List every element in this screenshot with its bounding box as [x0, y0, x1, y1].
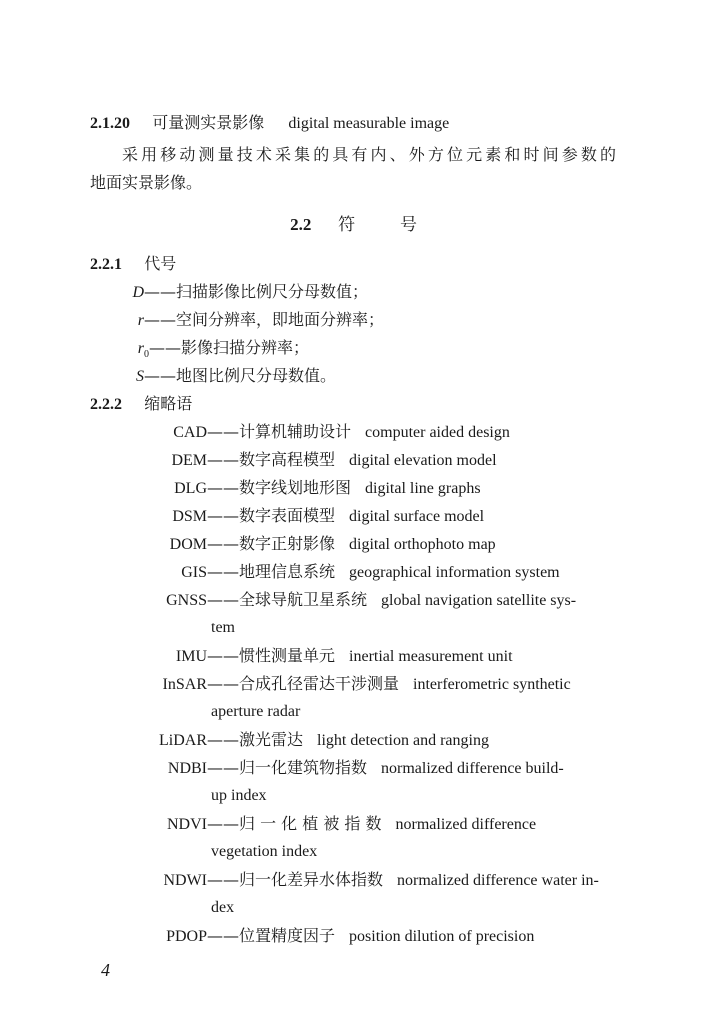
dash: ——	[207, 450, 239, 469]
term-zh: 地理信息系统	[239, 562, 336, 581]
term-en: normalized difference	[395, 816, 537, 833]
dash: ——	[149, 338, 181, 357]
symbol-item	[118, 365, 336, 388]
term-en-continuation: up index	[211, 787, 267, 804]
dash: ——	[207, 590, 239, 609]
term-zh: 惯性测量单元	[239, 646, 336, 665]
term-en: digital line graphs	[365, 480, 481, 497]
dash: ——	[207, 870, 239, 889]
symbol-subscript: 0	[144, 349, 149, 361]
abbreviation-item	[90, 421, 510, 444]
dash: ——	[207, 422, 239, 441]
term-zh: 合成孔径雷达干涉测量	[239, 674, 400, 693]
term-en: geographical information system	[349, 564, 560, 581]
term-en: light detection and ranging	[317, 732, 489, 749]
symbol-description: 空间分辨率，即地面分辨率；	[176, 310, 385, 329]
term-zh: 数字表面模型	[239, 506, 336, 525]
term-zh: 激光雷达	[239, 730, 304, 749]
term-zh: 归一化差异水体指数	[239, 870, 384, 889]
definition-text-1: 采用移动测量技术采集的具有内、外方位元素和时间参数的	[122, 145, 616, 164]
term-en-continuation: tem	[211, 619, 235, 636]
clause-number: 2.1.20	[90, 115, 130, 132]
term-zh: 归 一 化 植 被 指 数	[239, 814, 382, 833]
dash: ——	[207, 674, 239, 693]
term-zh: 位置精度因子	[239, 926, 336, 945]
abbreviation: CAD	[173, 424, 207, 441]
term-en: inertial measurement unit	[349, 648, 513, 665]
term-zh: 数字线划地形图	[239, 478, 352, 497]
definition-line-2: 地面实景影像。	[90, 173, 203, 192]
symbol-item	[118, 309, 384, 332]
symbol: r	[137, 340, 144, 357]
abbreviation: InSAR	[162, 676, 207, 693]
term-en: digital orthophoto map	[349, 536, 496, 553]
symbol-description: 地图比例尺分母数值。	[176, 366, 337, 385]
section-title-b: 号	[399, 215, 417, 235]
abbreviation: NDWI	[163, 872, 207, 889]
abbreviation-item	[90, 729, 489, 752]
definition-line-1	[122, 144, 616, 166]
abbreviation-item	[90, 505, 484, 528]
term-zh: 计算机辅助设计	[239, 422, 352, 441]
term-zh: 归一化建筑物指数	[239, 758, 368, 777]
abbreviation-item	[90, 449, 497, 472]
abbreviation-item	[90, 561, 560, 584]
term-en-continuation: dex	[211, 899, 235, 916]
section-title	[0, 210, 707, 235]
term-zh: 可量测实景影像	[152, 113, 265, 132]
dash: ——	[144, 282, 176, 301]
term-en: digital measurable image	[288, 115, 450, 132]
clause-title: 代号	[144, 254, 177, 273]
dash: ——	[207, 534, 239, 553]
abbreviation-item	[90, 477, 481, 500]
dash: ——	[207, 758, 239, 777]
term-zh: 全球导航卫星系统	[239, 590, 368, 609]
dash: ——	[207, 506, 239, 525]
abbreviation-item	[90, 925, 534, 948]
section-title-a: 符	[338, 215, 356, 235]
dash: ——	[207, 562, 239, 581]
symbol: S	[136, 368, 144, 385]
term-en-continuation: vegetation index	[211, 843, 318, 860]
symbol-description: 影像扫描分辨率；	[181, 338, 310, 357]
abbreviation-item	[90, 757, 564, 780]
clause-number: 2.2.2	[90, 396, 122, 413]
term-zh: 数字正射影像	[239, 534, 336, 553]
clause-number: 2.2.1	[90, 256, 122, 273]
abbreviation-item	[90, 533, 496, 556]
abbreviation-item	[90, 869, 599, 892]
dash: ——	[144, 366, 176, 385]
symbol-description: 扫描影像比例尺分母数值；	[176, 282, 369, 301]
abbreviation: IMU	[175, 648, 207, 665]
symbol: r	[137, 312, 144, 329]
dash: ——	[144, 310, 176, 329]
abbreviation: DEM	[171, 452, 207, 469]
abbreviation: DLG	[174, 480, 207, 497]
clause-title: 缩略语	[144, 394, 193, 413]
term-en: computer aided design	[365, 424, 510, 441]
term-en: position dilution of precision	[349, 928, 535, 945]
abbreviation-item	[90, 813, 536, 836]
abbreviation: PDOP	[166, 928, 207, 945]
term-en: normalized difference water in-	[397, 872, 599, 889]
dash: ——	[207, 478, 239, 497]
abbreviation: NDVI	[167, 816, 207, 833]
abbreviation: GNSS	[166, 592, 207, 609]
term-zh: 数字高程模型	[239, 450, 336, 469]
term-en: interferometric synthetic	[413, 676, 571, 693]
term-en: digital surface model	[349, 508, 485, 525]
dash: ——	[207, 814, 239, 833]
symbol-item	[118, 281, 368, 304]
abbreviation: LiDAR	[159, 732, 207, 749]
section-number: 2.2	[290, 215, 312, 234]
clause-2-1-20-heading	[90, 112, 449, 135]
page-number: 4	[101, 960, 110, 980]
abbreviation-item	[90, 589, 576, 612]
abbreviation: DOM	[169, 536, 207, 553]
abbreviation-item	[90, 645, 513, 668]
term-en: normalized difference build-	[381, 760, 564, 777]
abbreviation: NDBI	[167, 760, 207, 777]
term-en: digital elevation model	[349, 452, 497, 469]
dash: ——	[207, 646, 239, 665]
dash: ——	[207, 926, 239, 945]
abbreviation: DSM	[172, 508, 207, 525]
symbol-item	[118, 337, 309, 366]
term-en-continuation: aperture radar	[211, 703, 301, 720]
symbol: D	[132, 284, 144, 301]
abbreviation-item	[90, 673, 571, 696]
term-en: global navigation satellite sys-	[381, 592, 577, 609]
clause-2-2-2-heading	[90, 393, 192, 416]
dash: ——	[207, 730, 239, 749]
clause-2-2-1-heading	[90, 253, 176, 276]
abbreviation: GIS	[181, 564, 207, 581]
